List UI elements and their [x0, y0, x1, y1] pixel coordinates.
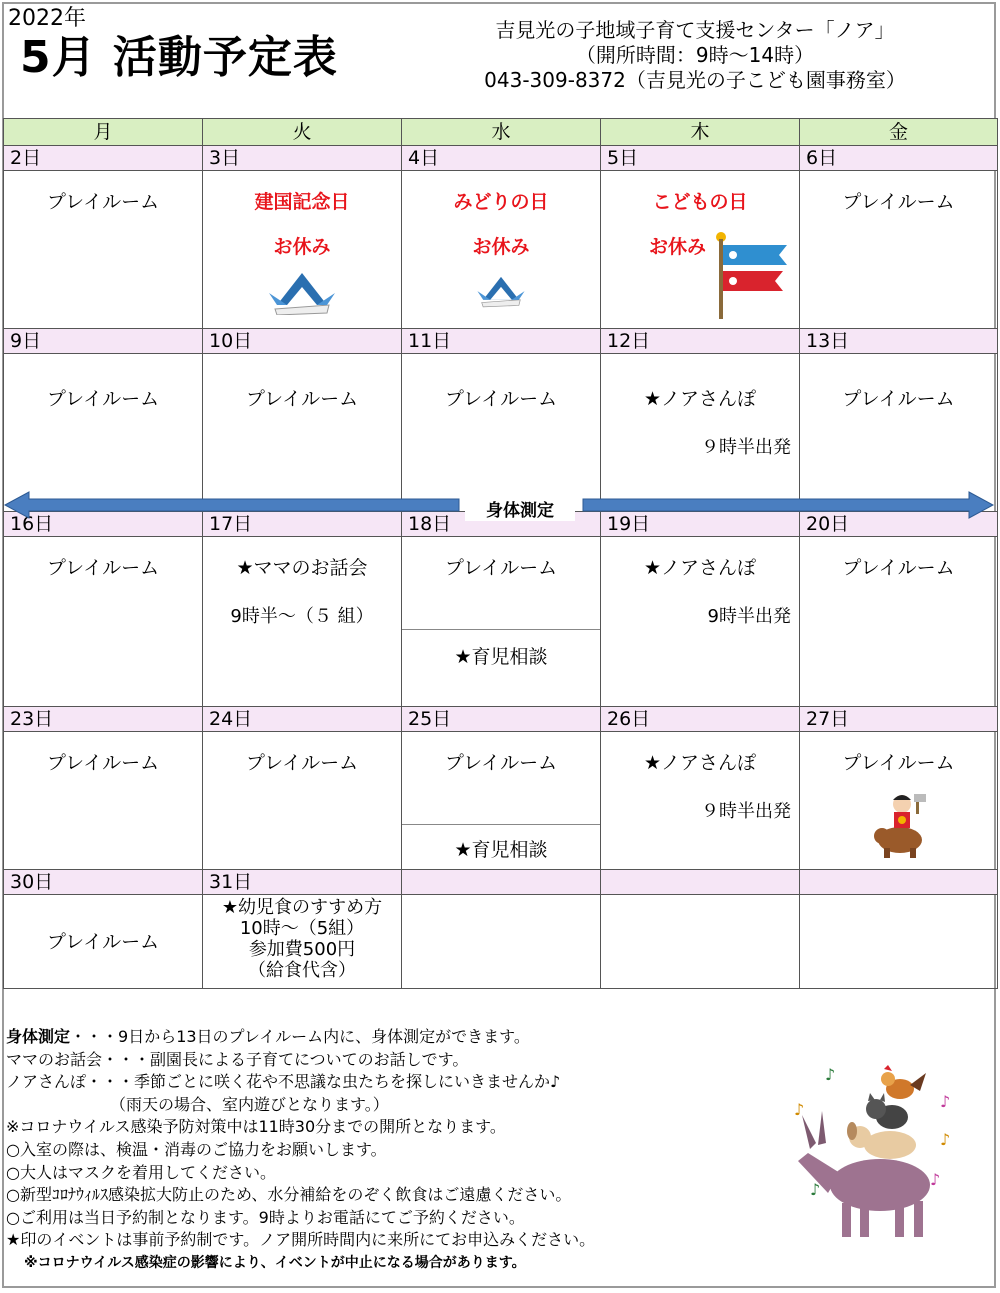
date-cell: 3日: [203, 146, 402, 171]
notes-section: [6, 1026, 776, 1275]
event-sub-label: ９時半出発: [701, 437, 791, 458]
date-cell: 5日: [601, 146, 800, 171]
phone-number: 043-309-8372（吉見光の子こども園事務室）: [484, 68, 906, 92]
event-label: ★ノアさんぽ: [643, 752, 757, 774]
event-row: [4, 354, 998, 512]
date-cell: 17日: [203, 512, 402, 537]
event-label: プレイルーム: [46, 752, 160, 774]
event-row: [4, 895, 998, 989]
calendar-table: [3, 118, 998, 989]
event-line: ★幼児食のすすめ方: [221, 897, 383, 918]
date-cell: 4日: [402, 146, 601, 171]
date-cell: 24日: [203, 707, 402, 732]
date-cell: 11日: [402, 329, 601, 354]
date-cell: 23日: [4, 707, 203, 732]
date-cell: 2日: [4, 146, 203, 171]
event-label: プレイルーム: [444, 388, 558, 410]
note-line: [6, 1026, 776, 1049]
measurement-banner-label: 身体測定: [465, 496, 575, 521]
event-sub-label: 9時半〜（５ 組）: [230, 606, 374, 627]
consultation-label: ★育児相談: [454, 839, 548, 861]
note-line: ○ご利用は当日予約制となります。9時よりお電話にてご予約ください。: [6, 1207, 525, 1227]
note-line: （雨天の場合、室内遊びとなります。）: [6, 1094, 389, 1114]
note-line: ※コロナウイルス感染予防対策中は11時30分までの開所となります。: [6, 1117, 506, 1137]
weekday-wed: 水: [402, 119, 601, 146]
date-cell: 26日: [601, 707, 800, 732]
event-row: [4, 537, 998, 707]
note-line: ○大人はマスクを着用してください。: [6, 1162, 276, 1182]
note-line: ○入室の際は、検温・消毒のご協力をお願いします。: [6, 1139, 387, 1159]
event-cell: [4, 732, 203, 870]
event-label: プレイルーム: [842, 752, 955, 774]
date-cell: [402, 870, 601, 895]
event-label: プレイルーム: [46, 191, 160, 213]
event-cell: [402, 895, 601, 989]
closed-label: お休み: [472, 236, 530, 258]
event-label: プレイルーム: [46, 931, 160, 953]
date-cell: 16日: [4, 512, 203, 537]
date-cell: 31日: [203, 870, 402, 895]
event-cell: [402, 171, 601, 329]
weekday-fri: 金: [800, 119, 998, 146]
event-cell: [4, 895, 203, 989]
event-cell: [601, 895, 800, 989]
event-label: プレイルーム: [245, 388, 359, 410]
event-cell: [601, 537, 800, 707]
event-label: ★ノアさんぽ: [643, 388, 757, 410]
holiday-name: こどもの日: [652, 191, 748, 213]
event-label: ★ノアさんぽ: [643, 557, 757, 579]
note-term: 身体測定: [6, 1027, 71, 1046]
note-text: ・・・9日から13日のプレイルーム内に、身体測定ができます。: [70, 1027, 530, 1046]
town-musicians-illustration-icon: [780, 1045, 970, 1245]
svg-text:♪: ♪: [810, 1180, 821, 1199]
event-label: プレイルーム: [444, 752, 558, 774]
event-cell: [4, 171, 203, 329]
event-cell: [203, 171, 402, 329]
date-cell: 30日: [4, 870, 203, 895]
note-line: ○新型ｺﾛﾅｳｨﾙｽ感染拡大防止のため、水分補給をのぞく飲食はご遠慮ください。: [6, 1185, 572, 1205]
event-row: [4, 732, 998, 870]
event-label: プレイルーム: [46, 557, 160, 579]
note-line: ノアさんぽ・・・季節ごとに咲く花や不思議な虫たちを探しにいきませんか♪: [6, 1072, 561, 1092]
event-line: （給食代含）: [248, 960, 356, 981]
event-label: プレイルーム: [46, 388, 160, 410]
weekday-mon: 月: [4, 119, 203, 146]
date-cell: [800, 870, 998, 895]
date-row: [4, 870, 998, 895]
weekday-thu: 木: [601, 119, 800, 146]
svg-text:♪: ♪: [794, 1100, 805, 1119]
date-cell: 27日: [800, 707, 998, 732]
date-row: [4, 329, 998, 354]
holiday-name: みどりの日: [453, 191, 549, 213]
event-cell: [601, 354, 800, 512]
event-label: プレイルーム: [842, 557, 955, 579]
event-cell: [601, 171, 800, 329]
kabuto-helmet-icon: [476, 269, 526, 309]
svg-text:♪: ♪: [825, 1065, 836, 1084]
date-cell: 20日: [800, 512, 998, 537]
closed-label: お休み: [649, 236, 707, 258]
event-cell: [800, 171, 998, 329]
weekday-header-row: [4, 119, 998, 146]
kintaro-bear-icon: [870, 790, 930, 860]
event-label: プレイルーム: [444, 557, 558, 579]
consultation-label: ★育児相談: [454, 646, 548, 668]
event-cell: [203, 895, 402, 989]
event-label: プレイルーム: [842, 191, 955, 213]
date-cell: 19日: [601, 512, 800, 537]
event-line: 10時〜（5組）: [239, 918, 365, 939]
event-cell: [800, 895, 998, 989]
footnote: ※コロナウイルス感染症の影響により、イベントが中止になる場合があります。: [24, 1254, 526, 1271]
date-row: [4, 707, 998, 732]
event-cell: [402, 732, 601, 870]
date-cell: 13日: [800, 329, 998, 354]
event-cell: [4, 354, 203, 512]
weekday-tue: 火: [203, 119, 402, 146]
event-cell: [402, 537, 601, 707]
event-cell: [203, 537, 402, 707]
date-cell: 6日: [800, 146, 998, 171]
date-cell: 12日: [601, 329, 800, 354]
event-label: プレイルーム: [245, 752, 359, 774]
cell-divider: [402, 824, 600, 825]
event-cell: [800, 537, 998, 707]
header-left: [8, 6, 338, 84]
kabuto-helmet-icon: [267, 265, 337, 315]
year-label: 2022年: [8, 6, 86, 31]
event-label: プレイルーム: [842, 388, 955, 410]
date-cell: 9日: [4, 329, 203, 354]
event-block: [203, 897, 401, 981]
holiday-name: 建国記念日: [254, 191, 350, 213]
event-sub-label: 9時半出発: [707, 606, 791, 627]
event-cell: [601, 732, 800, 870]
opening-hours: （開所時間：9時〜14時）: [575, 43, 815, 67]
event-cell: [800, 732, 998, 870]
date-cell: 25日: [402, 707, 601, 732]
svg-text:♪: ♪: [940, 1130, 951, 1149]
date-row: [4, 146, 998, 171]
date-cell: 18日: [402, 512, 601, 537]
date-cell: 10日: [203, 329, 402, 354]
event-line: 参加費500円: [248, 939, 356, 960]
closed-label: お休み: [273, 236, 331, 258]
svg-text:♪: ♪: [930, 1170, 941, 1189]
event-label: ★ママのお話会: [236, 557, 368, 579]
center-name: 吉見光の子地域子育て支援センター「ノア」: [495, 18, 895, 42]
svg-text:♪: ♪: [940, 1092, 951, 1111]
cell-divider: [402, 629, 600, 630]
header-right: [430, 18, 960, 93]
date-cell: [601, 870, 800, 895]
event-cell: [203, 732, 402, 870]
event-cell: [402, 354, 601, 512]
koinobori-carp-streamer-icon: [713, 231, 793, 321]
note-line: ママのお話会・・・副園長による子育てについてのお話しです。: [6, 1049, 469, 1069]
event-cell: [800, 354, 998, 512]
event-sub-label: ９時半出発: [701, 801, 791, 822]
event-cell: [4, 537, 203, 707]
note-line: ★印のイベントは事前予約制です。ノア開所時間内に来所にてお申込みください。: [6, 1230, 596, 1250]
event-row: [4, 171, 998, 329]
event-cell: [203, 354, 402, 512]
page-title: 5月 活動予定表: [20, 32, 338, 83]
